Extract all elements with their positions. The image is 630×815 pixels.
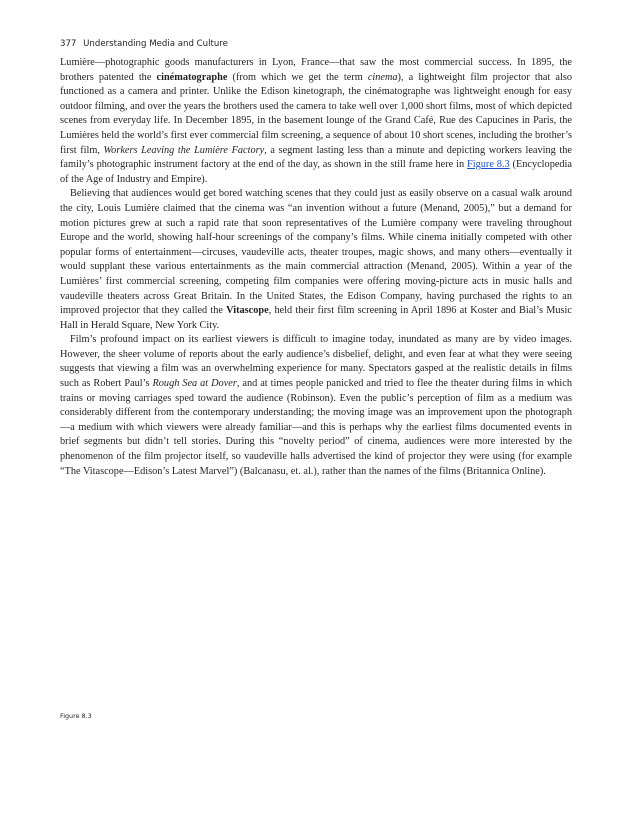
italic-term-cinema: cinema <box>367 71 398 83</box>
book-title: Understanding Media and Culture <box>83 39 228 49</box>
text-run: Lumière—photographic goods manufacturers in Lyon, France—that saw the most commercial success. In 1895, the brothers patented the <box>60 57 572 83</box>
figure-link[interactable]: Figure 8.3 <box>467 159 510 171</box>
figure-caption: Figure 8.3 <box>60 712 92 720</box>
bold-term-cinematographe: cinématographe <box>156 71 228 83</box>
text-run: (Encyclopedia of the Age of Industry and Empire). <box>60 159 572 185</box>
text-run: Film’s profound impact on its earliest viewers is difficult to imagine today, inundated as many are by video images. However, the sheer volume of reports about the early audience’s disbelief, delight, and even fear at what they were seeing suggests that viewing a film was an overwhelming experience for many. Spectators gasped at the realistic details in films such as Robert Paul’s <box>60 334 572 390</box>
text-run: (from which we get the term <box>227 71 368 83</box>
paragraph <box>60 187 572 333</box>
paragraph <box>60 333 572 479</box>
body-text <box>60 56 572 479</box>
text-run: Believing that audiences would get bored watching scenes that they could just as easily observe on a casual walk around the city, Louis Lumière claimed that the cinema was “an invention without a future (Menand, 2005),” but a demand for motion pictures grew at such a rapid rate that soon representatives of the Lumière company were traveling throughout Europe and the world, showing half-hour screenings of the company’s films. While cinema initially competed with other popular forms of entertainment—circuses, vaudeville acts, theater troupes, magic shows, and many others—eventually it would supplant these various entertainments as the main commercial attraction (Menand, 2005). Within a year of the Lumières’ first commercial screening, competing film companies were offering moving-picture acts in music halls and vaudeville theaters across Great Britain. In the United States, the Edison Company, having purchased the rights to an improved projector that they called the <box>60 188 572 317</box>
running-header <box>60 39 228 49</box>
paragraph <box>60 56 572 187</box>
bold-term-vitascope: Vitascope <box>226 305 269 317</box>
text-run: , held their first film screening in April 1896 at Koster and Bial’s Music Hall in Herald Square, New York City. <box>60 305 572 331</box>
text-run: , and at times people panicked and tried to flee the theater during films in which trains or moving carriages sped toward the audience (Robinson). Even the public’s perception of film as a medium was considerably different from the contemporary understanding; the moving image was an improvement upon the photograph—a medium with which viewers were already familiar—and this is perhaps why the earliest films documented events in brief segments but didn’t tell stories. During this “novelty period” of cinema, audiences were more interested by the phenomenon of the film projector itself, so vaudeville halls advertised the kind of projector they were using (for example “The Vitascope—Edison’s Latest Marvel”) (Balcanasu, et. al.), rather than the names of the films (Britannica Online). <box>60 378 572 477</box>
page-number: 377 <box>60 39 77 49</box>
italic-film-title: Rough Sea at Dover <box>152 378 237 390</box>
text-run: , a segment lasting less than a minute and depicting workers leaving the family’s photographic instrument factory at the end of the day, as shown in the still frame here in <box>60 144 572 171</box>
text-run: ), a lightweight film projector that also functioned as a camera and printer. Unlike the Edison kinetograph, the cinématographe was lightweight enough for easy outdoor filming, and over the years the brothers used the camera to take well over 1,000 short films, most of which depicted scenes from everyday life. In December 1895, in the basement lounge of the Grand Café, Rue des Capucines in Paris, the Lumières held the world’s first ever commercial film screening, a sequence of about 10 short scenes, including the brother’s first film, <box>60 71 572 156</box>
document-page <box>60 0 572 815</box>
italic-film-title: Workers Leaving the Lumière Factory <box>103 144 265 156</box>
